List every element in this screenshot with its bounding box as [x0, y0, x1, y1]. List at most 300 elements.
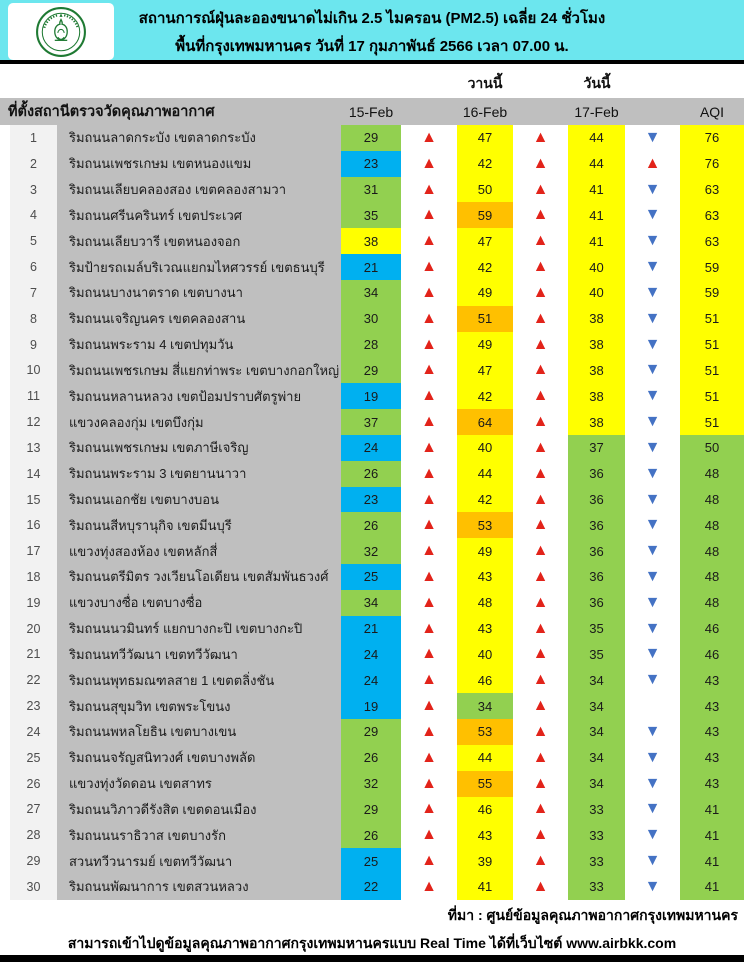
pm25-value-17feb: 38	[568, 409, 625, 435]
trend-cell-16-17	[513, 254, 568, 280]
report-title-line1: สถานการณ์ฝุ่นละอองขนาดไม่เกิน 2.5 ไมครอน (PM2.5) เฉลี่ย 24 ชั่วโมง	[138, 10, 606, 27]
station-name: ริมถนนพัฒนาการ เขตสวนหลวง	[57, 874, 341, 900]
trend-cell-16-17	[513, 797, 568, 823]
station-name: ริมถนนบางนาตราด เขตบางนา	[57, 280, 341, 306]
trend-down-icon: ▼	[644, 387, 661, 405]
trend-up-icon: ▲	[532, 852, 549, 870]
pm25-value-15feb: 32	[341, 538, 401, 564]
pm25-value-17feb: 38	[568, 383, 625, 409]
trend-cell-17-aqi	[625, 280, 680, 306]
station-name: แขวงบางซื่อ เขตบางซื่อ	[57, 590, 341, 616]
trend-cell-17-aqi	[625, 461, 680, 487]
row-left-margin	[0, 125, 10, 151]
station-number: 15	[10, 487, 57, 513]
row-left-margin	[0, 280, 10, 306]
pm25-value-16feb: 47	[457, 228, 513, 254]
trend-up-icon: ▲	[532, 722, 549, 740]
trend-down-icon: ▼	[644, 361, 661, 379]
trend-down-icon: ▼	[644, 232, 661, 250]
trend-cell-15-16	[401, 202, 457, 228]
trend-up-icon: ▲	[532, 232, 549, 250]
station-name: ริมถนนพระราม 4 เขตปทุมวัน	[57, 332, 341, 358]
station-name: ริมถนนเจริญนคร เขตคลองสาน	[57, 306, 341, 332]
station-number: 20	[10, 616, 57, 642]
row-left-margin	[0, 616, 10, 642]
pm25-value-15feb: 37	[341, 409, 401, 435]
trend-cell-17-aqi	[625, 357, 680, 383]
aqi-value: 76	[680, 151, 744, 177]
station-name: แขวงทุ่งสองห้อง เขตหลักสี่	[57, 538, 341, 564]
pm25-value-15feb: 28	[341, 332, 401, 358]
pm25-value-15feb: 26	[341, 822, 401, 848]
report-title-line2: พื้นที่กรุงเทพมหานคร วันที่ 17 กุมภาพันธ์ 2566 เวลา 07.00 น.	[175, 38, 569, 55]
trend-down-icon: ▼	[644, 593, 661, 611]
trend-up-icon: ▲	[421, 335, 437, 353]
row-left-margin	[0, 487, 10, 513]
trend-cell-16-17	[513, 538, 568, 564]
trend-cell-15-16	[401, 590, 457, 616]
trend-up-icon: ▲	[532, 567, 549, 585]
station-number: 18	[10, 564, 57, 590]
trend-up-icon: ▲	[532, 671, 549, 689]
trend-up-icon: ▲	[421, 232, 437, 250]
trend-up-icon: ▲	[421, 645, 437, 663]
aqi-value: 48	[680, 538, 744, 564]
trend-down-icon: ▼	[644, 567, 661, 585]
trend-up-icon: ▲	[532, 361, 549, 379]
trend-cell-15-16	[401, 719, 457, 745]
trend-up-icon: ▲	[421, 748, 437, 766]
report-titles	[0, 0, 744, 64]
station-name: สวนทวีวนารมย์ เขตทวีวัฒนา	[57, 848, 341, 874]
trend-cell-16-17	[513, 151, 568, 177]
trend-cell-16-17	[513, 461, 568, 487]
trend-cell-17-aqi	[625, 202, 680, 228]
station-number: 19	[10, 590, 57, 616]
station-number: 1	[10, 125, 57, 151]
trend-cell-17-aqi	[625, 383, 680, 409]
trend-cell-17-aqi	[625, 409, 680, 435]
pm25-value-15feb: 21	[341, 254, 401, 280]
station-name: ริมถนนเพชรเกษม เขตหนองแขม	[57, 151, 341, 177]
trend-up-icon: ▲	[421, 722, 437, 740]
trend-up-icon: ▲	[532, 748, 549, 766]
trend-cell-17-aqi	[625, 848, 680, 874]
trend-down-icon: ▼	[644, 516, 661, 534]
station-name: ริมถนนศรีนครินทร์ เขตประเวศ	[57, 202, 341, 228]
pm25-value-16feb: 42	[457, 487, 513, 513]
trend-cell-16-17	[513, 383, 568, 409]
pm25-value-17feb: 35	[568, 616, 625, 642]
trend-cell-16-17	[513, 306, 568, 332]
trend-cell-17-aqi	[625, 745, 680, 771]
aqi-value: 76	[680, 125, 744, 151]
trend-up-icon: ▲	[532, 800, 549, 818]
trend-cell-17-aqi	[625, 125, 680, 151]
pm25-value-16feb: 49	[457, 332, 513, 358]
trend-cell-16-17	[513, 228, 568, 254]
pm25-value-17feb: 41	[568, 177, 625, 203]
station-name: ริมถนนพระราม 3 เขตยานนาวา	[57, 461, 341, 487]
aqi-value: 48	[680, 590, 744, 616]
trend-cell-16-17	[513, 771, 568, 797]
trend-cell-15-16	[401, 822, 457, 848]
column-aqi: AQI	[699, 103, 725, 120]
station-name: ริมถนนลาดกระบัง เขตลาดกระบัง	[57, 125, 341, 151]
station-number: 7	[10, 280, 57, 306]
trend-down-icon: ▼	[644, 722, 661, 740]
aqi-value: 46	[680, 642, 744, 668]
trend-cell-15-16	[401, 461, 457, 487]
trend-cell-15-16	[401, 745, 457, 771]
column-station: ที่ตั้งสถานีตรวจวัดคุณภาพอากาศ	[8, 104, 215, 120]
trend-cell-17-aqi	[625, 435, 680, 461]
aqi-value: 51	[680, 332, 744, 358]
trend-down-icon: ▼	[644, 645, 661, 663]
trend-down-icon: ▼	[644, 877, 661, 895]
station-number: 27	[10, 797, 57, 823]
trend-up-icon: ▲	[421, 567, 437, 585]
trend-up-icon: ▲	[532, 283, 549, 301]
trend-cell-17-aqi	[625, 512, 680, 538]
pm25-value-15feb: 25	[341, 564, 401, 590]
trend-down-icon: ▼	[644, 852, 661, 870]
station-name: ริมป้ายรถเมล์บริเวณแยกมไหศวรรย์ เขตธนบุรี	[57, 254, 341, 280]
trend-cell-15-16	[401, 874, 457, 900]
station-number: 8	[10, 306, 57, 332]
pm25-value-15feb: 22	[341, 874, 401, 900]
date-superheader	[0, 68, 744, 98]
station-number: 21	[10, 642, 57, 668]
trend-cell-17-aqi	[625, 332, 680, 358]
trend-up-icon: ▲	[532, 413, 549, 431]
aqi-value: 46	[680, 616, 744, 642]
trend-cell-16-17	[513, 487, 568, 513]
trend-down-icon: ▼	[644, 206, 661, 224]
trend-down-icon: ▼	[644, 438, 661, 456]
trend-up-icon: ▲	[532, 774, 549, 792]
pm25-value-17feb: 36	[568, 538, 625, 564]
station-name: ริมถนนนวมินทร์ แยกบางกะปิ เขตบางกะปิ	[57, 616, 341, 642]
trend-down-icon: ▼	[644, 128, 661, 146]
trend-cell-16-17	[513, 693, 568, 719]
trend-up-icon: ▲	[421, 593, 437, 611]
row-left-margin	[0, 667, 10, 693]
pm25-value-16feb: 55	[457, 771, 513, 797]
pm25-value-15feb: 21	[341, 616, 401, 642]
trend-cell-16-17	[513, 125, 568, 151]
pm25-value-17feb: 37	[568, 435, 625, 461]
station-number: 30	[10, 874, 57, 900]
station-number: 2	[10, 151, 57, 177]
pm25-value-15feb: 24	[341, 642, 401, 668]
pm25-value-15feb: 25	[341, 848, 401, 874]
station-name: ริมถนนทวีวัฒนา เขตทวีวัฒนา	[57, 642, 341, 668]
station-name: แขวงทุ่งวัดดอน เขตสาทร	[57, 771, 341, 797]
trend-up-icon: ▲	[532, 387, 549, 405]
station-number: 13	[10, 435, 57, 461]
row-left-margin	[0, 745, 10, 771]
trend-up-icon: ▲	[421, 438, 437, 456]
trend-cell-16-17	[513, 616, 568, 642]
trend-cell-17-aqi	[625, 667, 680, 693]
pm25-value-17feb: 40	[568, 280, 625, 306]
pm25-value-16feb: 46	[457, 797, 513, 823]
trend-down-icon: ▼	[644, 413, 661, 431]
pm25-value-17feb: 33	[568, 874, 625, 900]
row-left-margin	[0, 409, 10, 435]
trend-cell-16-17	[513, 202, 568, 228]
trend-up-icon: ▲	[532, 154, 549, 172]
pm25-value-17feb: 36	[568, 564, 625, 590]
trend-cell-16-17	[513, 177, 568, 203]
row-left-margin	[0, 357, 10, 383]
trend-up-icon: ▲	[421, 387, 437, 405]
trend-cell-16-17	[513, 590, 568, 616]
aqi-value: 63	[680, 228, 744, 254]
trend-cell-17-aqi	[625, 306, 680, 332]
row-left-margin	[0, 564, 10, 590]
station-number: 5	[10, 228, 57, 254]
row-left-margin	[0, 512, 10, 538]
pm25-value-15feb: 32	[341, 771, 401, 797]
trend-down-icon: ▼	[644, 464, 661, 482]
trend-up-icon: ▲	[532, 697, 549, 715]
station-name: ริมถนนตรีมิตร วงเวียนโอเดียน เขตสัมพันธวงศ์	[57, 564, 341, 590]
trend-cell-15-16	[401, 177, 457, 203]
pm25-value-15feb: 24	[341, 667, 401, 693]
trend-cell-17-aqi	[625, 590, 680, 616]
trend-up-icon: ▲	[532, 438, 549, 456]
trend-up-icon: ▲	[421, 490, 437, 508]
trend-up-icon: ▲	[644, 154, 661, 172]
trend-up-icon: ▲	[421, 542, 437, 560]
station-number: 29	[10, 848, 57, 874]
trend-cell-15-16	[401, 332, 457, 358]
trend-cell-17-aqi	[625, 642, 680, 668]
trend-up-icon: ▲	[532, 258, 549, 276]
pm25-value-16feb: 39	[457, 848, 513, 874]
pm25-value-17feb: 33	[568, 822, 625, 848]
trend-cell-17-aqi	[625, 151, 680, 177]
trend-down-icon: ▼	[644, 258, 661, 276]
pm25-value-16feb: 44	[457, 461, 513, 487]
trend-cell-15-16	[401, 280, 457, 306]
trend-up-icon: ▲	[421, 826, 437, 844]
aqi-value: 63	[680, 202, 744, 228]
pm25-value-17feb: 38	[568, 306, 625, 332]
station-name: ริมถนนพหลโยธิน เขตบางเขน	[57, 719, 341, 745]
station-name: ริมถนนนราธิวาส เขตบางรัก	[57, 822, 341, 848]
pm25-value-16feb: 44	[457, 745, 513, 771]
trend-cell-15-16	[401, 487, 457, 513]
trend-cell-17-aqi	[625, 797, 680, 823]
aqi-value: 48	[680, 564, 744, 590]
table-column-header	[0, 98, 744, 125]
trend-up-icon: ▲	[532, 542, 549, 560]
pm25-value-17feb: 34	[568, 719, 625, 745]
pm25-value-15feb: 24	[341, 435, 401, 461]
trend-cell-15-16	[401, 538, 457, 564]
trend-cell-15-16	[401, 512, 457, 538]
trend-down-icon: ▼	[644, 309, 661, 327]
row-left-margin	[0, 151, 10, 177]
pm25-value-15feb: 29	[341, 125, 401, 151]
station-number: 28	[10, 822, 57, 848]
station-number: 11	[10, 383, 57, 409]
trend-down-icon: ▼	[644, 335, 661, 353]
trend-cell-15-16	[401, 693, 457, 719]
row-left-margin	[0, 771, 10, 797]
pm25-value-17feb: 36	[568, 461, 625, 487]
trend-cell-15-16	[401, 667, 457, 693]
pm25-value-15feb: 23	[341, 151, 401, 177]
trend-up-icon: ▲	[532, 619, 549, 637]
row-left-margin	[0, 642, 10, 668]
pm25-value-17feb: 44	[568, 125, 625, 151]
aqi-value: 50	[680, 435, 744, 461]
pm25-value-17feb: 41	[568, 202, 625, 228]
trend-cell-15-16	[401, 125, 457, 151]
row-left-margin	[0, 461, 10, 487]
row-left-margin	[0, 797, 10, 823]
trend-down-icon: ▼	[644, 748, 661, 766]
pm25-value-17feb: 36	[568, 590, 625, 616]
pm25-value-17feb: 34	[568, 745, 625, 771]
trend-cell-17-aqi	[625, 254, 680, 280]
pm25-value-16feb: 53	[457, 719, 513, 745]
trend-up-icon: ▲	[532, 128, 549, 146]
row-left-margin	[0, 590, 10, 616]
trend-up-icon: ▲	[532, 335, 549, 353]
station-number: 24	[10, 719, 57, 745]
stations-table-body	[0, 125, 744, 900]
aqi-value: 48	[680, 512, 744, 538]
row-left-margin	[0, 254, 10, 280]
trend-up-icon: ▲	[421, 464, 437, 482]
row-left-margin	[0, 202, 10, 228]
trend-down-icon: ▼	[644, 774, 661, 792]
trend-down-icon: ▼	[644, 619, 661, 637]
trend-down-icon: ▼	[644, 490, 661, 508]
trend-down-icon: ▼	[644, 542, 661, 560]
row-left-margin	[0, 177, 10, 203]
trend-cell-17-aqi	[625, 822, 680, 848]
trend-up-icon: ▲	[532, 464, 549, 482]
pm25-value-16feb: 40	[457, 435, 513, 461]
pm25-value-16feb: 42	[457, 254, 513, 280]
pm25-value-16feb: 49	[457, 538, 513, 564]
station-name: ริมถนนหลานหลวง เขตป้อมปราบศัตรูพ่าย	[57, 383, 341, 409]
pm25-value-16feb: 43	[457, 564, 513, 590]
aqi-value: 43	[680, 667, 744, 693]
trend-down-icon: ▼	[644, 283, 661, 301]
pm25-value-16feb: 51	[457, 306, 513, 332]
row-left-margin	[0, 228, 10, 254]
row-left-margin	[0, 874, 10, 900]
trend-cell-17-aqi	[625, 874, 680, 900]
pm25-value-17feb: 44	[568, 151, 625, 177]
aqi-value: 41	[680, 848, 744, 874]
pm25-value-16feb: 47	[457, 357, 513, 383]
pm25-value-16feb: 49	[457, 280, 513, 306]
trend-cell-16-17	[513, 332, 568, 358]
trend-up-icon: ▲	[532, 645, 549, 663]
station-number: 25	[10, 745, 57, 771]
station-number: 4	[10, 202, 57, 228]
bottom-divider	[0, 955, 744, 962]
trend-cell-17-aqi	[625, 177, 680, 203]
trend-cell-16-17	[513, 435, 568, 461]
report-banner	[0, 0, 744, 64]
station-number: 3	[10, 177, 57, 203]
pm25-value-17feb: 34	[568, 771, 625, 797]
trend-up-icon: ▲	[421, 877, 437, 895]
station-name: ริมถนนจรัญสนิทวงศ์ เขตบางพลัด	[57, 745, 341, 771]
aqi-value: 48	[680, 487, 744, 513]
trend-cell-16-17	[513, 564, 568, 590]
row-left-margin	[0, 719, 10, 745]
pm25-value-17feb: 41	[568, 228, 625, 254]
trend-cell-16-17	[513, 848, 568, 874]
pm25-value-15feb: 26	[341, 745, 401, 771]
aqi-value: 41	[680, 874, 744, 900]
station-name: ริมถนนสุขุมวิท เขตพระโขนง	[57, 693, 341, 719]
trend-up-icon: ▲	[421, 180, 437, 198]
station-number: 16	[10, 512, 57, 538]
row-left-margin	[0, 693, 10, 719]
trend-up-icon: ▲	[421, 128, 437, 146]
label-today: วันนี้	[583, 75, 611, 91]
pm25-value-16feb: 50	[457, 177, 513, 203]
trend-down-icon: ▼	[644, 180, 661, 198]
trend-cell-15-16	[401, 254, 457, 280]
pm25-value-15feb: 34	[341, 280, 401, 306]
trend-cell-17-aqi	[625, 564, 680, 590]
row-left-margin	[0, 822, 10, 848]
row-left-margin	[0, 332, 10, 358]
trend-cell-17-aqi	[625, 538, 680, 564]
trend-up-icon: ▲	[421, 852, 437, 870]
aqi-value: 41	[680, 822, 744, 848]
trend-cell-16-17	[513, 357, 568, 383]
pm25-value-17feb: 33	[568, 797, 625, 823]
trend-cell-15-16	[401, 228, 457, 254]
pm25-value-15feb: 29	[341, 357, 401, 383]
station-number: 12	[10, 409, 57, 435]
trend-up-icon: ▲	[421, 206, 437, 224]
column-17feb: 17-Feb	[574, 103, 619, 120]
trend-cell-15-16	[401, 357, 457, 383]
station-name: ริมถนนวิภาวดีรังสิต เขตดอนเมือง	[57, 797, 341, 823]
pm25-value-15feb: 34	[341, 590, 401, 616]
pm25-value-17feb: 34	[568, 667, 625, 693]
trend-cell-16-17	[513, 822, 568, 848]
trend-cell-17-aqi	[625, 771, 680, 797]
aqi-value: 51	[680, 409, 744, 435]
station-number: 22	[10, 667, 57, 693]
trend-cell-16-17	[513, 745, 568, 771]
aqi-value: 43	[680, 745, 744, 771]
trend-cell-15-16	[401, 616, 457, 642]
trend-up-icon: ▲	[421, 671, 437, 689]
pm25-value-17feb: 40	[568, 254, 625, 280]
station-name: ริมถนนเพชรเกษม เขตภาษีเจริญ	[57, 435, 341, 461]
pm25-value-17feb: 35	[568, 642, 625, 668]
pm25-value-17feb: 38	[568, 332, 625, 358]
trend-up-icon: ▲	[532, 309, 549, 327]
trend-up-icon: ▲	[421, 361, 437, 379]
